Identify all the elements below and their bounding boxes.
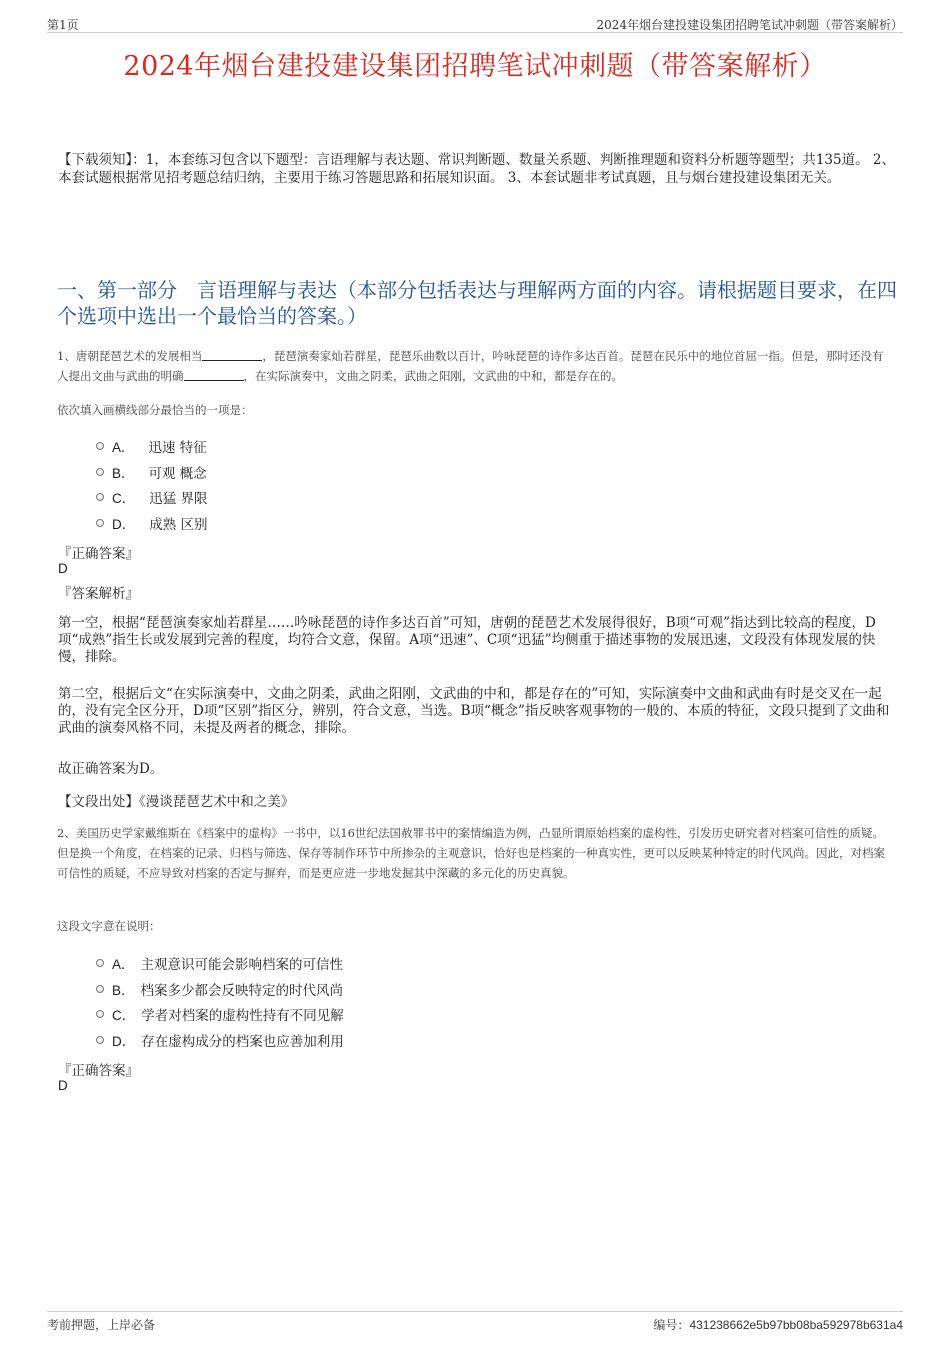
q1-text-part-2: ，琵琶演奏家灿若群星，琵琶乐曲数以百计，吟咏琵琶的诗作多达百首。琵琶在民乐中的地位首屈一指。但是，那时还没有人提出文曲与武曲的明确 [57, 349, 884, 383]
option-key: A． [112, 439, 135, 455]
download-notice: 【下载须知】：1，本套练习包含以下题型：言语理解与表达题、常识判断题、数量关系题、判断推理题和资料分析题等题型；共135道。 2、本套试题根据常见招考题总结归纳，主要用于练习答题思路和拓展知识面。 3、本套试题非考试真题，且与烟台建投建设集团无关。 [58, 152, 895, 186]
option-text: 成熟 区别 [149, 516, 208, 533]
fill-blank-1 [202, 348, 262, 361]
option-key: D． [112, 1033, 136, 1049]
option-key: B． [112, 465, 135, 481]
option-key: B． [112, 982, 135, 998]
radio-icon[interactable] [96, 985, 104, 993]
code-value: 431238662e5b97bb08ba592978b631a4 [689, 1318, 903, 1332]
option-key: D． [112, 516, 136, 532]
answer-conclusion: 故正确答案为D。 [58, 761, 164, 777]
section-heading: 一、第一部分 言语理解与表达（本部分包括表达与理解两方面的内容。请根据题目要求，在四个选项中选出一个最恰当的答案。） [57, 278, 897, 328]
option-d[interactable] [96, 1027, 344, 1053]
option-a[interactable] [96, 433, 208, 459]
radio-icon[interactable] [96, 493, 104, 501]
option-text: 主观意识可能会影响档案的可信性 [140, 956, 344, 973]
option-text: 迅速 特征 [148, 439, 207, 456]
option-text: 迅猛 界限 [149, 491, 208, 508]
question-2-options [96, 950, 344, 1053]
radio-icon[interactable] [96, 1036, 104, 1044]
option-text: 存在虚构成分的档案也应善加利用 [141, 1033, 344, 1050]
option-text: 档案多少都会反映特定的时代风尚 [140, 982, 344, 999]
page-header [47, 14, 903, 33]
option-c[interactable] [96, 1001, 344, 1027]
option-key: C． [112, 491, 136, 507]
radio-icon[interactable] [96, 1010, 104, 1018]
option-b[interactable] [96, 976, 344, 1002]
radio-icon[interactable] [96, 959, 104, 967]
question-1-options [96, 433, 208, 536]
correct-answer-label: 『正确答案』 [58, 1063, 139, 1079]
q1-text-part-1: 1、唐朝琵琶艺术的发展相当 [57, 349, 203, 363]
header-doc-title: 2024年烟台建投建设集团招聘笔试冲刺题（带答案解析） [596, 18, 903, 32]
analysis-label: 『答案解析』 [58, 586, 139, 602]
passage-source: 【文段出处】《漫谈琵琶艺术中和之美》 [58, 794, 295, 810]
document-title: 2024年烟台建投建设集团招聘笔试冲刺题（带答案解析） [123, 51, 827, 82]
option-text: 可观 概念 [148, 465, 207, 482]
page-number: 第1页 [47, 18, 79, 32]
correct-answer-value: D [58, 1078, 68, 1093]
option-b[interactable] [96, 459, 208, 485]
radio-icon[interactable] [96, 519, 104, 527]
question-1-prompt: 依次填入画横线部分最恰当的一项是： [57, 403, 253, 417]
radio-icon[interactable] [96, 468, 104, 476]
option-text: 学者对档案的虚构性持有不同见解 [141, 1008, 344, 1025]
option-c[interactable] [96, 484, 208, 510]
fill-blank-2 [184, 368, 244, 381]
radio-icon[interactable] [96, 442, 104, 450]
question-2-prompt: 这段文字意在说明： [57, 919, 161, 933]
analysis-paragraph-2: 第二空，根据后文“在实际演奏中，文曲之阴柔，武曲之阳刚，文武曲的中和，都是存在的”可知，实际演奏中文曲和武曲有时是交叉在一起的，没有完全区分开，D项“区别”指区分，辨别，符合文意，当选。B项“概念”指反映客观事物的一般的、本质的特征，文段只提到了文曲和武曲的演奏风格不同，未提及两者的概念，排除。 [58, 686, 890, 736]
page-footer [47, 1311, 903, 1334]
code-label: 编号： [653, 1318, 690, 1332]
correct-answer-label: 『正确答案』 [58, 546, 139, 562]
question-2-stem: 2、美国历史学家戴维斯在《档案中的虚构》一书中，以16世纪法国赦罪书中的案情编造为例，凸显所谓原始档案的虚构性，引发历史研究者对档案可信性的质疑。但是换一个角度，在档案的记录、归档与筛选、保存等制作环节中所掺杂的主观意识，恰好也是档案的一种真实性，更可以反映某种特定的时代风尚。因此，对档案可信性的质疑，不应导致对档案的否定与摒弃，而是更应进一步地发掘其中深藏的多元化的历史真貌。 [57, 826, 885, 880]
option-d[interactable] [96, 510, 208, 536]
correct-answer-value: D [58, 561, 68, 576]
option-key: A． [112, 956, 135, 972]
footer-slogan: 考前押题，上岸必备 [47, 1318, 156, 1332]
analysis-paragraph-1: 第一空，根据“琵琶演奏家灿若群星……吟咏琵琶的诗作多达百首”可知，唐朝的琵琶艺术发展得很好，B项“可观”指达到比较高的程度，D项“成熟”指生长或发展到完善的程度，均符合文意，保留。A项“迅速”、C项“迅猛”均侧重于描述事物的发展迅速，文段没有体现发展的快慢，排除。 [58, 615, 876, 665]
question-1-stem [57, 346, 893, 386]
document-code [653, 1316, 903, 1333]
option-key: C． [112, 1008, 136, 1024]
option-a[interactable] [96, 950, 344, 976]
q1-text-part-3: ，在实际演奏中，文曲之阴柔，武曲之阳刚，文武曲的中和，都是存在的。 [243, 369, 623, 383]
